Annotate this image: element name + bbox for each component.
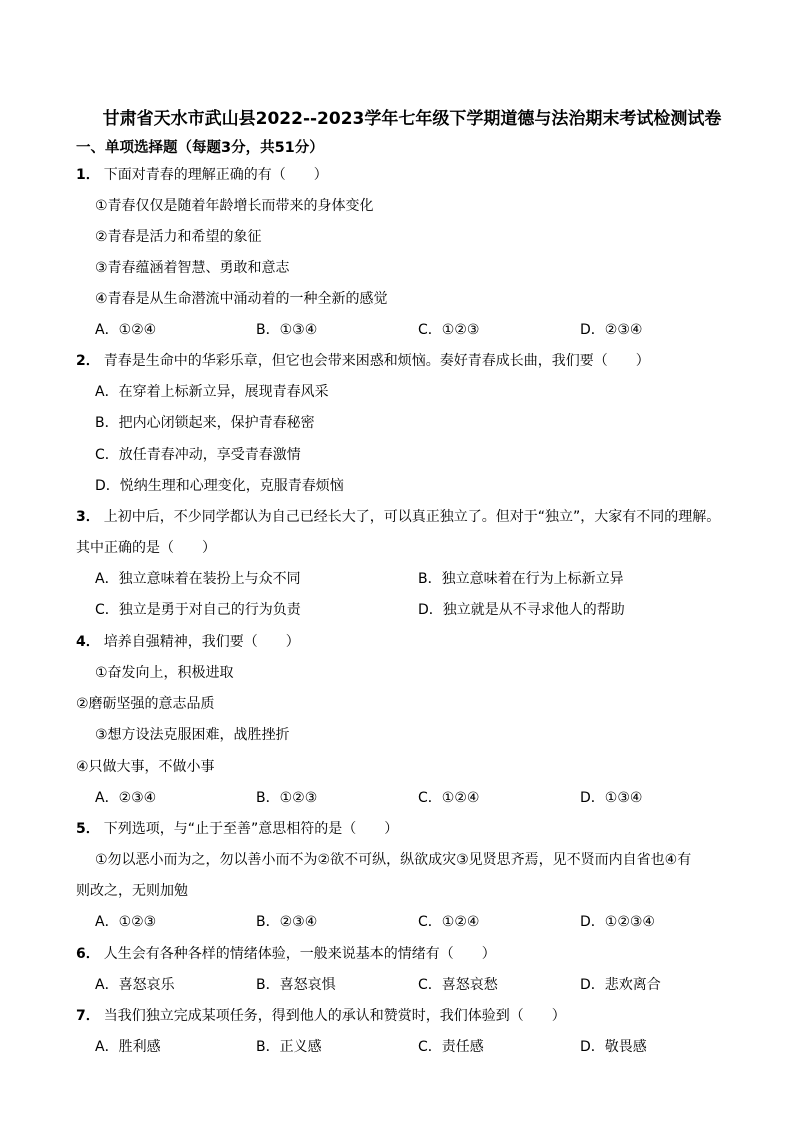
option-d: D．独立就是从不寻求他人的帮助 — [418, 602, 625, 618]
option-b: B．把内心闭锁起来，保护青春秘密 — [95, 415, 315, 431]
statement-item: ④青春是从生命潜流中涌动着的一种全新的感觉 — [95, 291, 388, 307]
option-d: D．①③④ — [580, 790, 643, 806]
question-stem: 下列选项，与“止于至善”意思相符的是（ ） — [103, 821, 399, 837]
question-stem-continued: 其中正确的是（ ） — [76, 540, 216, 556]
option-c: C．①②③ — [418, 322, 480, 338]
option-a: A．在穿着上标新立异，展现青春风采 — [95, 384, 329, 400]
option-b: B．正义感 — [256, 1039, 322, 1055]
question-number: 4． — [76, 634, 100, 650]
question-5 — [76, 819, 398, 839]
option-d: D．②③④ — [580, 322, 643, 338]
question-4 — [76, 632, 300, 652]
statement-item: 则改之，无则加勉 — [76, 883, 188, 899]
exam-title: 甘肃省天水市武山县2022--2023学年七年级下学期道德与法治期末考试检测试卷 — [102, 109, 722, 129]
option-b: B．独立意味着在行为上标新立异 — [418, 571, 624, 587]
question-stem: 培养自强精神，我们要（ ） — [103, 634, 300, 650]
option-d: D．悲欢离合 — [580, 977, 661, 993]
question-number: 6． — [76, 946, 100, 962]
statement-item: ②青春是活力和希望的象征 — [95, 229, 262, 245]
question-stem: 人生会有各种各样的情绪体验，一般来说基本的情绪有（ ） — [103, 946, 496, 962]
option-d: D．①②③④ — [580, 914, 655, 930]
statement-item: ③青春蕴涵着智慧、勇敢和意志 — [95, 260, 290, 276]
section-heading: 一、单项选择题（每题3分，共51分） — [76, 140, 324, 156]
option-a: A．①②④ — [95, 322, 157, 338]
statement-item: ①奋发向上，积极进取 — [95, 665, 234, 681]
question-number: 1． — [76, 167, 100, 183]
question-number: 2． — [76, 353, 100, 369]
question-stem: 当我们独立完成某项任务，得到他人的承认和赞赏时，我们体验到（ ） — [103, 1008, 566, 1024]
question-3 — [76, 507, 720, 527]
statement-item: ①勿以恶小而为之，勿以善小而不为②欲不可纵，纵欲成灾③见贤思齐焉，见不贤而内自省也④有 — [95, 852, 692, 868]
question-stem: 上初中后，不少同学都认为自己已经长大了，可以真正独立了。但对于“独立”，大家有不同的理解。 — [103, 509, 721, 525]
question-1 — [76, 165, 328, 185]
option-b: B．①③④ — [256, 322, 318, 338]
option-b: B．喜怒哀惧 — [256, 977, 336, 993]
option-c: C．①②④ — [418, 914, 480, 930]
option-d: D．悦纳生理和心理变化，克服青春烦恼 — [95, 478, 344, 494]
option-c: C．喜怒哀愁 — [418, 977, 498, 993]
option-c: C．①②④ — [418, 790, 480, 806]
statement-item: ③想方设法克服困难，战胜挫折 — [95, 727, 290, 743]
question-6 — [76, 944, 496, 964]
statement-item: ①青春仅仅是随着年龄增长而带来的身体变化 — [95, 198, 374, 214]
option-c: C．独立是勇于对自己的行为负责 — [95, 602, 301, 618]
option-a: A．胜利感 — [95, 1039, 161, 1055]
option-b: B．②③④ — [256, 914, 318, 930]
option-a: A．独立意味着在装扮上与众不同 — [95, 571, 301, 587]
question-number: 3． — [76, 509, 100, 525]
option-c: C．放任青春冲动，享受青春激情 — [95, 447, 301, 463]
question-stem: 下面对青春的理解正确的有（ ） — [103, 167, 328, 183]
statement-item: ④只做大事，不做小事 — [76, 759, 215, 775]
question-stem: 青春是生命中的华彩乐章，但它也会带来困惑和烦恼。奏好青春成长曲，我们要（ ） — [103, 353, 650, 369]
option-a: A．喜怒哀乐 — [95, 977, 175, 993]
option-a: A．②③④ — [95, 790, 157, 806]
option-a: A．①②③ — [95, 914, 157, 930]
question-2 — [76, 351, 650, 371]
option-d: D．敬畏感 — [580, 1039, 647, 1055]
question-number: 5． — [76, 821, 100, 837]
option-b: B．①②③ — [256, 790, 318, 806]
question-7 — [76, 1006, 566, 1026]
question-number: 7． — [76, 1008, 100, 1024]
option-c: C．责任感 — [418, 1039, 484, 1055]
statement-item: ②磨砺坚强的意志品质 — [76, 696, 215, 712]
